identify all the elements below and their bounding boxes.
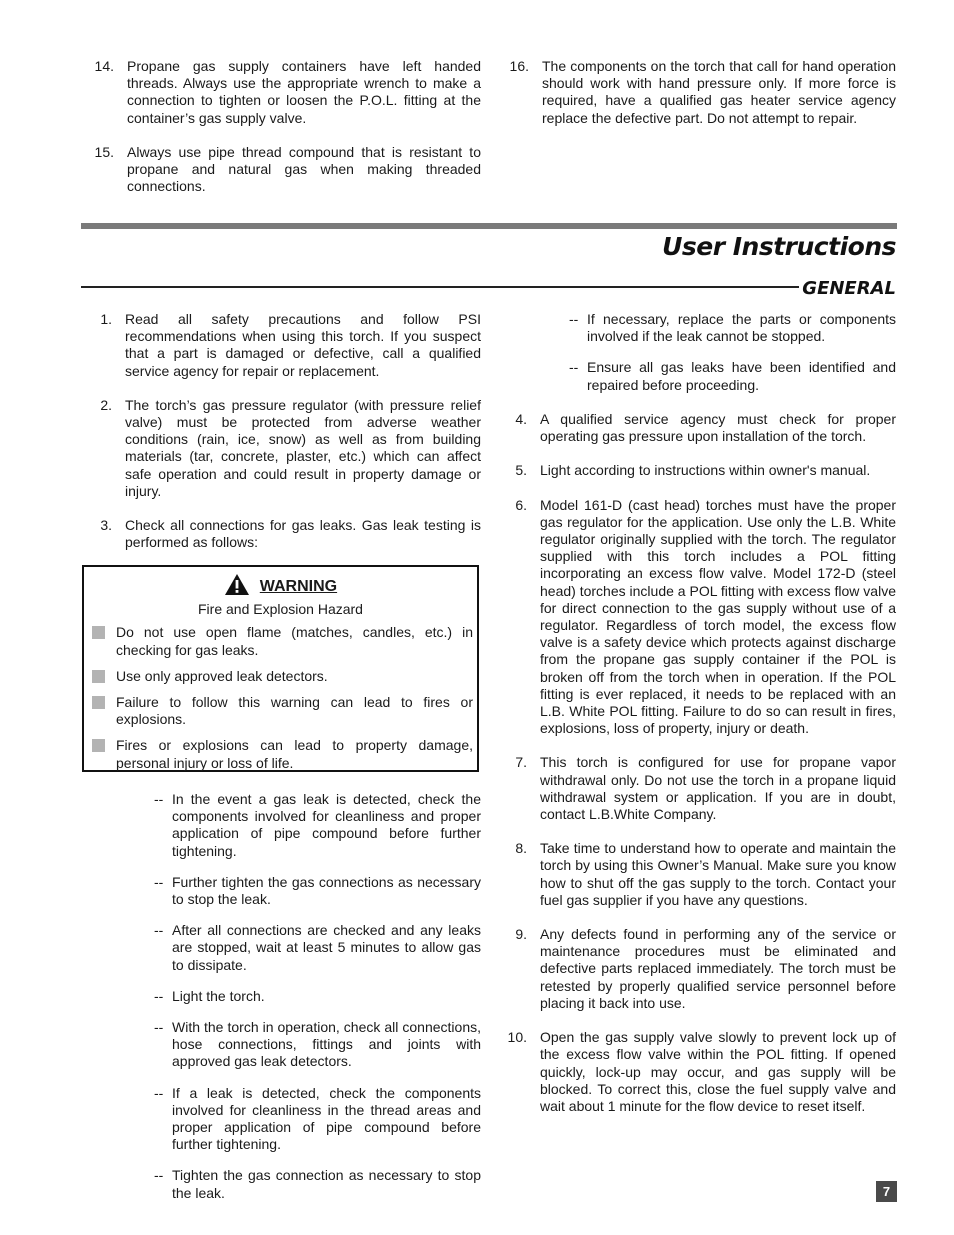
list-item	[505, 58, 896, 127]
item-text: Always use pipe thread compound that is resistant to propane and natural gas when making threaded connections.	[127, 143, 481, 195]
dash-item	[154, 1167, 481, 1201]
dash-item	[154, 922, 481, 974]
dash-item-text: Tighten the gas connection as necessary to stop the leak.	[172, 1167, 481, 1201]
dash-marker: --	[569, 311, 579, 327]
item-number: 5.	[515, 462, 527, 479]
page-number: 7	[876, 1181, 897, 1202]
item-number: 8.	[515, 840, 527, 857]
dash-item-text: Light the torch.	[172, 987, 265, 1004]
warning-item	[84, 624, 477, 658]
dash-item-text: Further tighten the gas connections as necessary to stop the leak.	[172, 873, 481, 908]
item-number: 9.	[515, 926, 527, 943]
item-text: The torch’s gas pressure regulator (with pressure relief valve) must be protected from adverse weather conditions (rain, ice, snow) as well as from building materials (tar, concrete, plaster, etc.) which can affect safe operation and could result in property damage or injury.	[125, 396, 481, 499]
item-number: 10.	[507, 1029, 527, 1046]
right-dash-list	[569, 311, 896, 408]
warning-item	[84, 737, 477, 771]
list-item	[505, 462, 896, 479]
list-item	[90, 311, 481, 380]
warning-item-text: Failure to follow this warning can lead to fires or explosions.	[116, 694, 473, 728]
left-dash-list	[154, 791, 481, 1216]
dash-item	[154, 1019, 481, 1071]
list-item	[90, 397, 481, 500]
dash-item-text: If a leak is detected, check the components involved for cleanliness in the thread areas and proper application of pipe compound before further tightening.	[172, 1084, 481, 1153]
warning-subtitle: Fire and Explosion Hazard	[198, 601, 363, 618]
item-text: Propane gas supply containers have left handed threads. Always use the appropriate wrench to make a connection to tighten or loosen the P.O.L. fitting at the container’s gas supply valve.	[127, 58, 481, 126]
warning-item	[84, 694, 477, 728]
left-numbered-list	[90, 311, 481, 568]
warning-item	[84, 668, 477, 685]
dash-item-text: Ensure all gas leaks have been identified and repaired before proceeding.	[587, 359, 896, 393]
dash-marker: --	[154, 1019, 164, 1036]
list-item	[505, 411, 896, 445]
warning-item-text: Fires or explosions can lead to property damage, personal injury or loss of life.	[116, 737, 473, 771]
item-text: A qualified service agency must check for proper operating gas pressure upon installation of the torch.	[540, 411, 896, 445]
item-number: 16.	[509, 58, 529, 74]
warning-item-text: Use only approved leak detectors.	[116, 667, 328, 684]
dash-item-text: If necessary, replace the parts or components involved if the leak cannot be stopped.	[587, 311, 896, 345]
section-title: User Instructions	[662, 232, 896, 261]
list-item	[505, 497, 896, 738]
dash-item-text: After all connections are checked and any leaks are stopped, wait at least 5 minutes to allow gas to dissipate.	[172, 922, 481, 973]
dash-item	[154, 1085, 481, 1154]
dash-marker: --	[154, 791, 164, 807]
subsection-title: GENERAL	[802, 278, 896, 299]
section-divider	[81, 223, 897, 229]
warning-item-text: Do not use open flame (matches, candles, etc.) in checking for gas leaks.	[116, 624, 473, 658]
item-text: Check all connections for gas leaks. Gas leak testing is performed as follows:	[125, 517, 481, 551]
subsection-divider	[81, 286, 799, 288]
warning-header	[84, 573, 477, 600]
dash-item	[154, 791, 481, 860]
list-item	[505, 1029, 896, 1115]
item-number: 3.	[100, 517, 112, 534]
warning-triangle-icon	[224, 573, 250, 600]
item-number: 1.	[100, 311, 112, 327]
item-text: Model 161-D (cast head) torches must have the proper gas regulator for the application. Use only the L.B. White regulator originally supplied with the torch. The regulator supplied with this torch includes a POL fitting incorporating an excess flow valve. Model 172-D (steel head) torches include a POL fitting with excess flow valve for direct connection to the gas supply without use of a regulator. Regardless of torch model, the excess flow valve is a safety device which protects against discharge from the propane gas supply container if the POL is broken off from the torch when in operation. If the POL fitting is ever replaced, it needs to be replaced with an L.B. White POL fitting. Failure to do so can result in fires, explosions, loss of property, injury or death.	[540, 496, 896, 737]
item-text: Open the gas supply valve slowly to prevent lock up of the excess flow valve within the POL fitting. If opened quickly, lock-up may occur, and gas supply will be blocked. To correct this, close the fuel supply valve and wait about 1 minute for the flow device to reset itself.	[540, 1029, 896, 1114]
list-item	[90, 58, 481, 127]
item-text: Light according to instructions within owner's manual.	[540, 462, 871, 479]
square-bullet-icon	[92, 739, 105, 752]
dash-item-text: With the torch in operation, check all connections, hose connections, fittings and joints with approved gas leak detectors.	[172, 1019, 481, 1070]
dash-marker: --	[154, 1167, 164, 1184]
item-number: 7.	[515, 754, 527, 771]
item-number: 4.	[515, 411, 527, 427]
list-item	[90, 144, 481, 196]
dash-marker: --	[154, 922, 164, 939]
list-item	[90, 517, 481, 551]
item-text: Take time to understand how to operate and maintain the torch by using this Owner’s Manual. Make sure you know how to shut off the gas supply to the torch. Contact your fuel gas supplier if you have any questions.	[540, 840, 896, 908]
list-item	[505, 926, 896, 1012]
item-number: 15.	[94, 143, 114, 160]
item-text: Read all safety precautions and follow PSI recommendations when using this torch. If you suspect that a part is damaged or defective, call a qualified service agency for repair or replacement.	[125, 311, 481, 379]
dash-marker: --	[154, 987, 164, 1004]
item-number: 2.	[100, 396, 112, 413]
dash-item	[154, 874, 481, 908]
warning-title: WARNING	[259, 578, 338, 595]
list-item	[505, 840, 896, 909]
warning-box	[82, 565, 479, 772]
square-bullet-icon	[92, 670, 105, 683]
dash-item-text: In the event a gas leak is detected, check the components involved for cleanliness and proper application of pipe compound before further tightening.	[172, 791, 481, 859]
right-numbered-list	[505, 411, 896, 1132]
dash-marker: --	[154, 1084, 164, 1101]
square-bullet-icon	[92, 626, 105, 639]
list-item	[505, 754, 896, 823]
dash-marker: --	[569, 359, 579, 376]
square-bullet-icon	[92, 696, 105, 709]
dash-item	[569, 311, 896, 345]
dash-marker: --	[154, 873, 164, 890]
dash-item	[154, 988, 481, 1005]
item-text: This torch is configured for use for propane vapor withdrawal only. Do not use the torch in a propane liquid withdrawal system or application. If you are in doubt, contact L.B.White Company.	[540, 754, 896, 823]
top-left-list	[90, 58, 481, 212]
top-right-list	[505, 58, 896, 144]
item-text: The components on the torch that call for hand operation should work with hand pressure only. If more force is required, have a qualified gas heater service agency replace the defective part. Do not attempt to repair.	[542, 58, 896, 126]
item-number: 14.	[94, 58, 114, 74]
item-number: 6.	[515, 496, 527, 513]
dash-item	[569, 359, 896, 393]
item-text: Any defects found in performing any of the service or maintenance procedures must be eliminated and defective parts replaced immediately. The torch must be retested by properly qualified service personnel before placing it back into use.	[540, 926, 896, 1011]
